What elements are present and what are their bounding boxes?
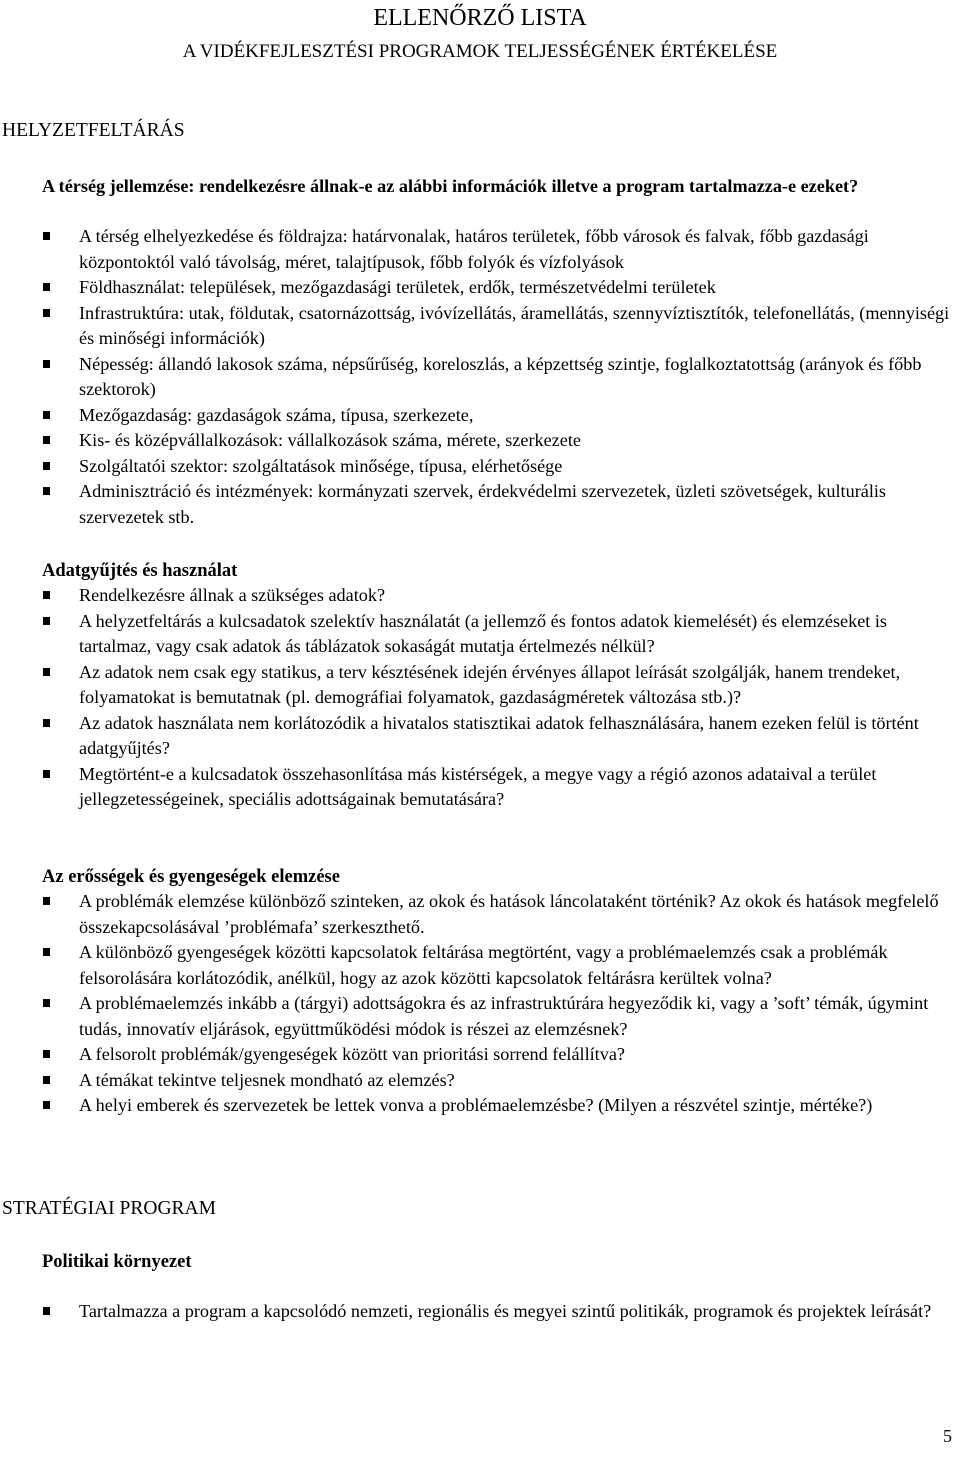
section-heading-strengths-weaknesses: Az erősségek és gyengeségek elemzése: [42, 867, 340, 887]
list-item: Az adatok nem csak egy statikus, a terv késztésének idején érvényes állapot leírását szolgálják, hanem trendeket, folyamatokat is bemutatnak (pl. demográfiai folyamatok, gazdaságméretek változása stb.)?: [42, 660, 957, 711]
section-heading-data-collection: Adatgyűjtés és használat: [42, 561, 238, 581]
square-bullet-icon: [43, 411, 50, 419]
section-heading-policy-environment: Politikai környezet: [42, 1252, 192, 1272]
square-bullet-icon: [43, 360, 50, 368]
list-item: A felsorolt problémák/gyengeségek között van prioritási sorrend felállítva?: [42, 1042, 957, 1068]
list-item: Az adatok használata nem korlátozódik a hivatalos statisztikai adatok felhasználására, hanem ezeken felül is történt adatgyűjtés?: [42, 711, 957, 762]
list-item: Adminisztráció és intézmények: kormányzati szervek, érdekvédelmi szervezetek, üzleti szövetségek, kulturális szervezetek stb.: [42, 479, 957, 530]
checklist-analysis: [42, 889, 957, 1119]
list-item: Szolgáltatói szektor: szolgáltatások minősége, típusa, elérhetősége: [42, 454, 957, 480]
section-heading-strategic-program: STRATÉGIAI PROGRAM: [2, 1198, 216, 1219]
square-bullet-icon: [43, 770, 50, 778]
list-item: A térség elhelyezkedése és földrajza: határvonalak, határos területek, főbb városok és falvak, főbb gazdasági központoktól való távolság, méret, talajtípusok, főbb folyók és vízfolyások: [42, 224, 957, 275]
list-item: A problémaelemzés inkább a (tárgyi) adottságokra és az infrastruktúrára hegyeződik ki, vagy a ’soft’ témák, úgymint tudás, innovatív eljárások, együttműködési módok is részei az elemzésnek?: [42, 991, 957, 1042]
square-bullet-icon: [43, 436, 50, 444]
list-item: Földhasználat: települések, mezőgazdasági területek, erdők, természetvédelmi területek: [42, 275, 957, 301]
list-item: Népesség: állandó lakosok száma, népsűrűség, koreloszlás, a képzettség szintje, foglalkoztatottság (arányok és főbb szektorok): [42, 352, 957, 403]
list-item: A helyzetfeltárás a kulcsadatok szelektív használatát (a jellemző és fontos adatok kiemelését) és elemzéseket is tartalmaz, vagy csak adatok ás táblázatok sokaságát mutatja értelmezés nélkül?: [42, 609, 957, 660]
square-bullet-icon: [43, 1050, 50, 1058]
list-item: A helyi emberek és szervezetek be lettek vonva a problémaelemzésbe? (Milyen a részvétel szintje, mértéke?): [42, 1093, 957, 1119]
document-subtitle: A VIDÉKFEJLESZTÉSI PROGRAMOK TELJESSÉGÉNEK ÉRTÉKELÉSE: [182, 41, 778, 62]
square-bullet-icon: [43, 617, 50, 625]
square-bullet-icon: [43, 309, 50, 317]
square-bullet-icon: [43, 487, 50, 495]
checklist-data: [42, 583, 957, 813]
square-bullet-icon: [43, 1076, 50, 1084]
list-item: A problémák elemzése különböző szinteken, az okok és hatások láncolataként történik? Az okok és hatások megfelelő összekapcsolásával ’problémafa’ szerkeszthető.: [42, 889, 957, 940]
square-bullet-icon: [43, 719, 50, 727]
square-bullet-icon: [43, 897, 50, 905]
list-item: Mezőgazdaság: gazdaságok száma, típusa, szerkezete,: [42, 403, 957, 429]
page-number: 5: [943, 1426, 952, 1446]
list-item: Tartalmazza a program a kapcsolódó nemzeti, regionális és megyei szintű politikák, programok és projektek leírását?: [42, 1299, 957, 1325]
list-item: Rendelkezésre állnak a szükséges adatok?: [42, 583, 957, 609]
square-bullet-icon: [43, 1101, 50, 1109]
square-bullet-icon: [43, 283, 50, 291]
square-bullet-icon: [43, 462, 50, 470]
section-intro: A térség jellemzése: rendelkezésre állnak-e az alábbi információk illetve a program tartalmazza-e ezeket?: [42, 176, 859, 196]
square-bullet-icon: [43, 668, 50, 676]
list-item: A különböző gyengeségek közötti kapcsolatok feltárása megtörtént, vagy a problémaelemzés csak a problémák felsorolására korlátozódik, anélkül, hogy az azok közötti kapcsolatok feltárásra kerültek volna?: [42, 940, 957, 991]
section-heading-helyzetfeltaras: HELYZETFELTÁRÁS: [2, 120, 185, 141]
square-bullet-icon: [43, 948, 50, 956]
document-title: ELLENŐRZŐ LISTA: [373, 5, 587, 31]
list-item: A témákat tekintve teljesnek mondható az elemzés?: [42, 1068, 957, 1094]
list-item: Infrastruktúra: utak, földutak, csatornázottság, ivóvízellátás, áramellátás, szennyvíztisztítók, telefonellátás, (mennyiségi és minőségi információk): [42, 301, 957, 352]
checklist-situation: [42, 224, 957, 530]
square-bullet-icon: [43, 999, 50, 1007]
checklist-policy: [42, 1299, 957, 1325]
square-bullet-icon: [43, 591, 50, 599]
square-bullet-icon: [43, 1307, 50, 1315]
list-item: Megtörtént-e a kulcsadatok összehasonlítása más kistérségek, a megye vagy a régió azonos adataival a terület jellegzetességeinek, speciális adottságainak bemutatására?: [42, 762, 957, 813]
list-item: Kis- és középvállalkozások: vállalkozások száma, mérete, szerkezete: [42, 428, 957, 454]
square-bullet-icon: [43, 232, 50, 240]
